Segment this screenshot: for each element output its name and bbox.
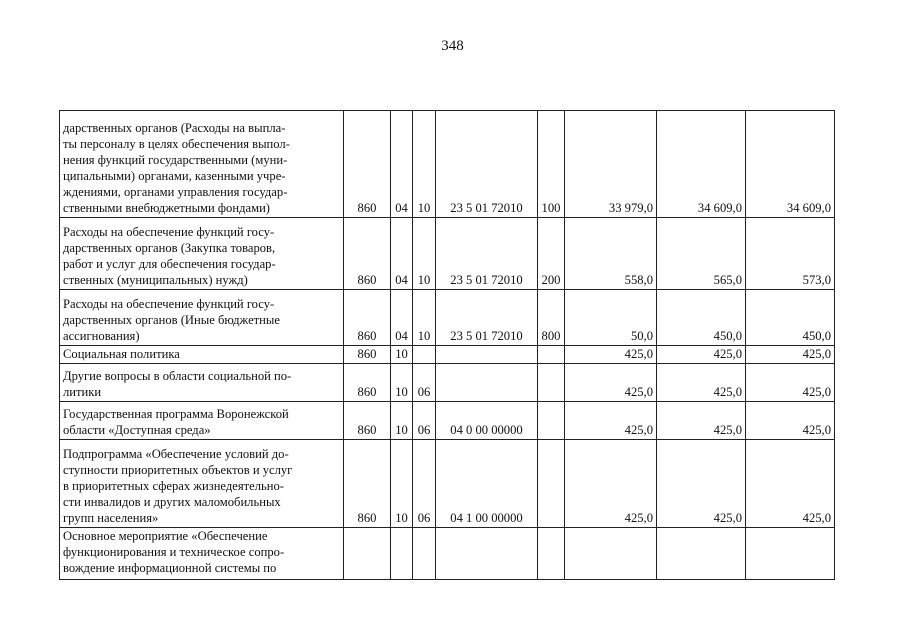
budget-table <box>59 110 835 580</box>
amount-year2-cell: 425,0 <box>657 364 746 402</box>
expense-type-cell: 100 <box>538 111 565 218</box>
expense-name-line: ципальными) органами, казенными учре- <box>63 169 286 183</box>
expense-type-cell <box>538 440 565 528</box>
table-row <box>60 364 835 402</box>
amount-year1-cell: 50,0 <box>565 290 657 346</box>
section-cell: 10 <box>391 346 413 364</box>
expense-name-line: области «Доступная среда» <box>63 423 211 437</box>
expense-name-line: Основное мероприятие «Обеспечение <box>63 529 268 543</box>
expense-name-line: литики <box>63 385 102 399</box>
ministry-cell <box>344 528 391 580</box>
ministry-cell: 860 <box>344 218 391 290</box>
expense-name-line: Подпрограмма «Обеспечение условий до- <box>63 447 289 461</box>
subsection-cell: 06 <box>413 440 436 528</box>
subsection-cell <box>413 528 436 580</box>
expense-name-line: работ и услуг для обеспечения государ- <box>63 257 276 271</box>
amount-year3-cell: 573,0 <box>746 218 835 290</box>
expense-name-line: ственными внебюджетными фондами) <box>63 201 270 215</box>
subsection-cell: 10 <box>413 218 436 290</box>
table-row <box>60 111 835 218</box>
expense-type-cell: 800 <box>538 290 565 346</box>
amount-year1-cell: 425,0 <box>565 402 657 440</box>
ministry-cell: 860 <box>344 364 391 402</box>
target-article-cell: 04 1 00 00000 <box>436 440 538 528</box>
section-cell: 04 <box>391 218 413 290</box>
target-article-cell <box>436 364 538 402</box>
section-cell: 10 <box>391 440 413 528</box>
amount-year3-cell: 34 609,0 <box>746 111 835 218</box>
expense-name-line: дарственных органов (Закупка товаров, <box>63 241 276 255</box>
table-row <box>60 346 835 364</box>
section-cell: 04 <box>391 111 413 218</box>
expense-name-line: Социальная политика <box>63 347 180 361</box>
expense-name-cell <box>60 402 344 440</box>
target-article-cell <box>436 346 538 364</box>
amount-year1-cell <box>565 528 657 580</box>
expense-name-line: дарственных органов (Иные бюджетные <box>63 313 280 327</box>
amount-year3-cell: 425,0 <box>746 346 835 364</box>
expense-name-cell <box>60 528 344 580</box>
table-row <box>60 218 835 290</box>
amount-year2-cell <box>657 528 746 580</box>
expense-name-line: сти инвалидов и других маломобильных <box>63 495 281 509</box>
amount-year3-cell: 450,0 <box>746 290 835 346</box>
expense-type-cell: 200 <box>538 218 565 290</box>
section-cell <box>391 528 413 580</box>
table-row <box>60 402 835 440</box>
expense-type-cell <box>538 364 565 402</box>
table-body <box>60 111 835 580</box>
section-cell: 10 <box>391 364 413 402</box>
expense-name-cell <box>60 364 344 402</box>
amount-year2-cell: 425,0 <box>657 346 746 364</box>
amount-year2-cell: 450,0 <box>657 290 746 346</box>
target-article-cell: 23 5 01 72010 <box>436 111 538 218</box>
amount-year1-cell: 425,0 <box>565 346 657 364</box>
expense-type-cell <box>538 346 565 364</box>
subsection-cell: 10 <box>413 111 436 218</box>
expense-name-line: ступности приоритетных объектов и услуг <box>63 463 293 477</box>
amount-year3-cell: 425,0 <box>746 364 835 402</box>
expense-name-cell <box>60 111 344 218</box>
subsection-cell: 06 <box>413 402 436 440</box>
amount-year2-cell: 425,0 <box>657 402 746 440</box>
expense-name-cell <box>60 440 344 528</box>
expense-type-cell <box>538 528 565 580</box>
amount-year1-cell: 33 979,0 <box>565 111 657 218</box>
amount-year3-cell: 425,0 <box>746 402 835 440</box>
expense-name-line: ственных (муниципальных) нужд) <box>63 273 248 287</box>
table-row <box>60 440 835 528</box>
expense-name-line: ты персоналу в целях обеспечения выпол- <box>63 137 290 151</box>
amount-year3-cell: 425,0 <box>746 440 835 528</box>
amount-year1-cell: 425,0 <box>565 440 657 528</box>
expense-name-line: ассигнования) <box>63 329 140 343</box>
ministry-cell: 860 <box>344 290 391 346</box>
ministry-cell: 860 <box>344 440 391 528</box>
section-cell: 04 <box>391 290 413 346</box>
table-row <box>60 528 835 580</box>
amount-year2-cell: 34 609,0 <box>657 111 746 218</box>
amount-year2-cell: 425,0 <box>657 440 746 528</box>
subsection-cell <box>413 346 436 364</box>
target-article-cell: 23 5 01 72010 <box>436 290 538 346</box>
expense-name-cell <box>60 290 344 346</box>
target-article-cell <box>436 528 538 580</box>
ministry-cell: 860 <box>344 402 391 440</box>
expense-name-line: дарственных органов (Расходы на выпла- <box>63 121 286 135</box>
ministry-cell: 860 <box>344 111 391 218</box>
table-row <box>60 290 835 346</box>
amount-year1-cell: 558,0 <box>565 218 657 290</box>
expense-name-line: Расходы на обеспечение функций госу- <box>63 297 275 311</box>
expense-name-cell <box>60 346 344 364</box>
target-article-cell: 04 0 00 00000 <box>436 402 538 440</box>
expense-name-cell <box>60 218 344 290</box>
section-cell: 10 <box>391 402 413 440</box>
expense-type-cell <box>538 402 565 440</box>
amount-year3-cell <box>746 528 835 580</box>
expense-name-line: в приоритетных сферах жизнедеятельно- <box>63 479 284 493</box>
expense-name-line: функционирования и техническое сопро- <box>63 545 285 559</box>
page-number: 348 <box>441 38 464 54</box>
expense-name-line: Расходы на обеспечение функций госу- <box>63 225 275 239</box>
expense-name-line: Другие вопросы в области социальной по- <box>63 369 292 383</box>
subsection-cell: 10 <box>413 290 436 346</box>
expense-name-line: ждениями, органами управления государ- <box>63 185 288 199</box>
expense-name-line: нения функций государственными (муни- <box>63 153 288 167</box>
ministry-cell: 860 <box>344 346 391 364</box>
expense-name-line: групп населения» <box>63 511 159 525</box>
expense-name-line: Государственная программа Воронежской <box>63 407 289 421</box>
expense-name-line: вождение информационной системы по <box>63 561 277 575</box>
amount-year1-cell: 425,0 <box>565 364 657 402</box>
subsection-cell: 06 <box>413 364 436 402</box>
amount-year2-cell: 565,0 <box>657 218 746 290</box>
target-article-cell: 23 5 01 72010 <box>436 218 538 290</box>
